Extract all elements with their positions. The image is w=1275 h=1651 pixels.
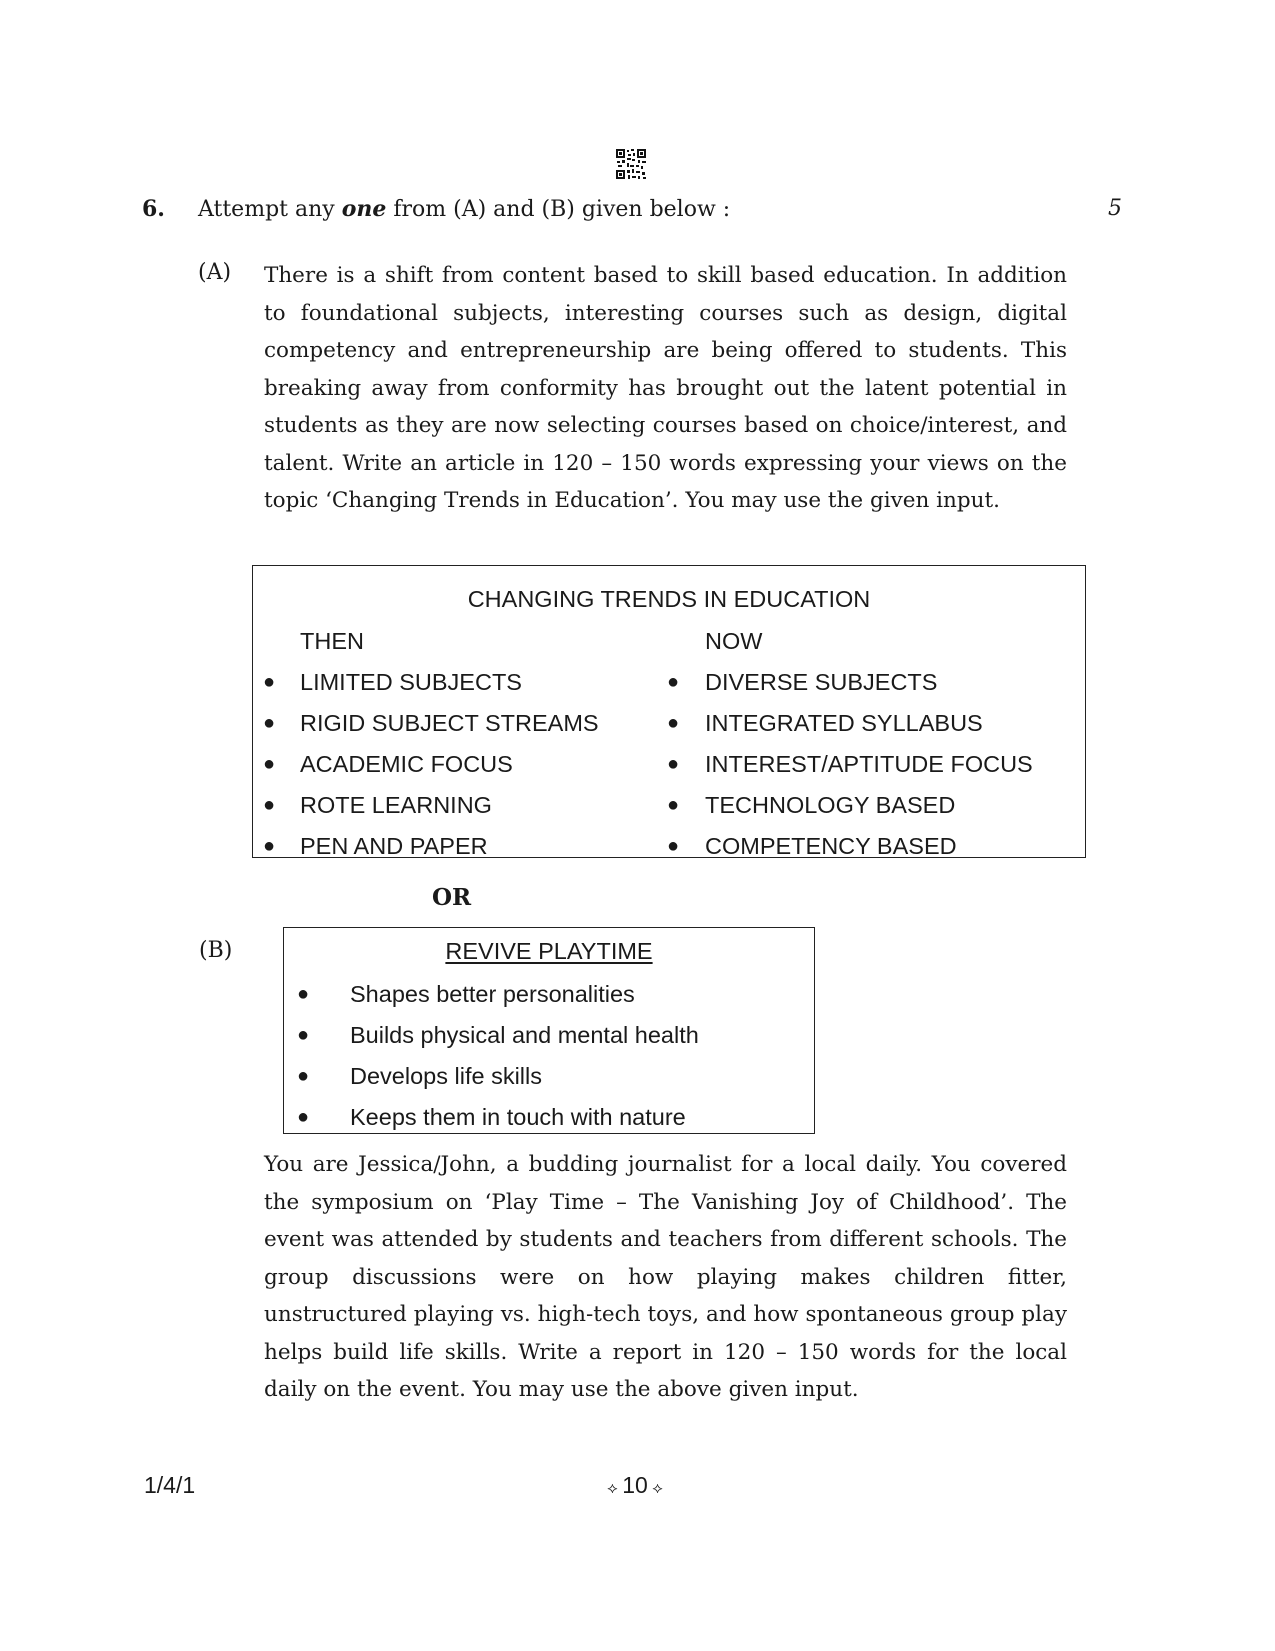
or-separator: OR bbox=[432, 884, 472, 911]
then-item: RIGID SUBJECT STREAMS bbox=[300, 710, 599, 736]
part-a-text: There is a shift from content based to skill based education. In addition to foundational subjects, interesting courses such as design, digital competency and entrepreneurship are being offered to students. This breaking away from conformity has brought out the latent potential in students as they are now selecting courses based on choice/interest, and talent. Write an article in 120 – 150 words expressing your views on the topic ‘Changing Trends in Education’. You may use the given input. bbox=[264, 263, 1067, 513]
question-instruction: Attempt any one from (A) and (B) given below : bbox=[198, 196, 731, 222]
trends-input-box bbox=[252, 565, 1086, 858]
playtime-item: Keeps them in touch with nature bbox=[350, 1104, 686, 1130]
question-marks: 5 bbox=[1108, 196, 1122, 221]
then-item: LIMITED SUBJECTS bbox=[300, 669, 522, 695]
page-number: ⟡ 10 ⟡ bbox=[607, 1472, 663, 1498]
bullet-icon: ● bbox=[263, 671, 276, 693]
now-item: INTEGRATED SYLLABUS bbox=[705, 710, 983, 736]
qr-code-icon bbox=[615, 148, 647, 180]
ornament-icon: ⟡ bbox=[647, 1480, 663, 1497]
paper-code: 1/4/1 bbox=[144, 1472, 196, 1498]
part-b-text: You are Jessica/John, a budding journalist for a local daily. You covered the symposium on ‘Play Time – The Vanishing Joy of Childhood’. The event was attended by students and teachers from different schools. The group discussions were on how playing makes children fitter, unstructured playing vs. high-tech toys, and how spontaneous group play helps build life skills. Write a report in 120 – 150 words for the local daily on the event. You may use the above given input. bbox=[264, 1152, 1067, 1402]
now-item: TECHNOLOGY BASED bbox=[705, 792, 956, 818]
trends-box-title: CHANGING TRENDS IN EDUCATION bbox=[467, 586, 871, 612]
playtime-input-box bbox=[283, 927, 815, 1134]
bullet-icon: ● bbox=[667, 671, 680, 693]
part-b-label: (B) bbox=[199, 938, 233, 963]
then-item: ROTE LEARNING bbox=[300, 792, 492, 818]
playtime-item: Builds physical and mental health bbox=[350, 1022, 699, 1048]
then-heading: THEN bbox=[300, 628, 364, 654]
ornament-icon: ⟡ bbox=[607, 1480, 623, 1497]
now-heading: NOW bbox=[705, 628, 763, 654]
question-number: 6. bbox=[142, 196, 165, 222]
bullet-icon: ● bbox=[297, 983, 310, 1005]
playtime-item: Develops life skills bbox=[350, 1063, 542, 1089]
bullet-icon: ● bbox=[667, 794, 680, 816]
bullet-icon: ● bbox=[667, 712, 680, 734]
bullet-icon: ● bbox=[297, 1024, 310, 1046]
now-item: DIVERSE SUBJECTS bbox=[705, 669, 938, 695]
bullet-icon: ● bbox=[263, 712, 276, 734]
then-item: PEN AND PAPER bbox=[300, 833, 488, 859]
now-item: INTEREST/APTITUDE FOCUS bbox=[705, 751, 1033, 777]
bullet-icon: ● bbox=[667, 835, 680, 857]
playtime-box-title: REVIVE PLAYTIME bbox=[445, 938, 653, 964]
bullet-icon: ● bbox=[263, 794, 276, 816]
bullet-icon: ● bbox=[263, 835, 276, 857]
bullet-icon: ● bbox=[297, 1065, 310, 1087]
now-item: COMPETENCY BASED bbox=[705, 833, 957, 859]
then-item: ACADEMIC FOCUS bbox=[300, 751, 513, 777]
bullet-icon: ● bbox=[263, 753, 276, 775]
playtime-item: Shapes better personalities bbox=[350, 981, 635, 1007]
bullet-icon: ● bbox=[297, 1106, 310, 1128]
part-a-label: (A) bbox=[198, 260, 232, 285]
bullet-icon: ● bbox=[667, 753, 680, 775]
